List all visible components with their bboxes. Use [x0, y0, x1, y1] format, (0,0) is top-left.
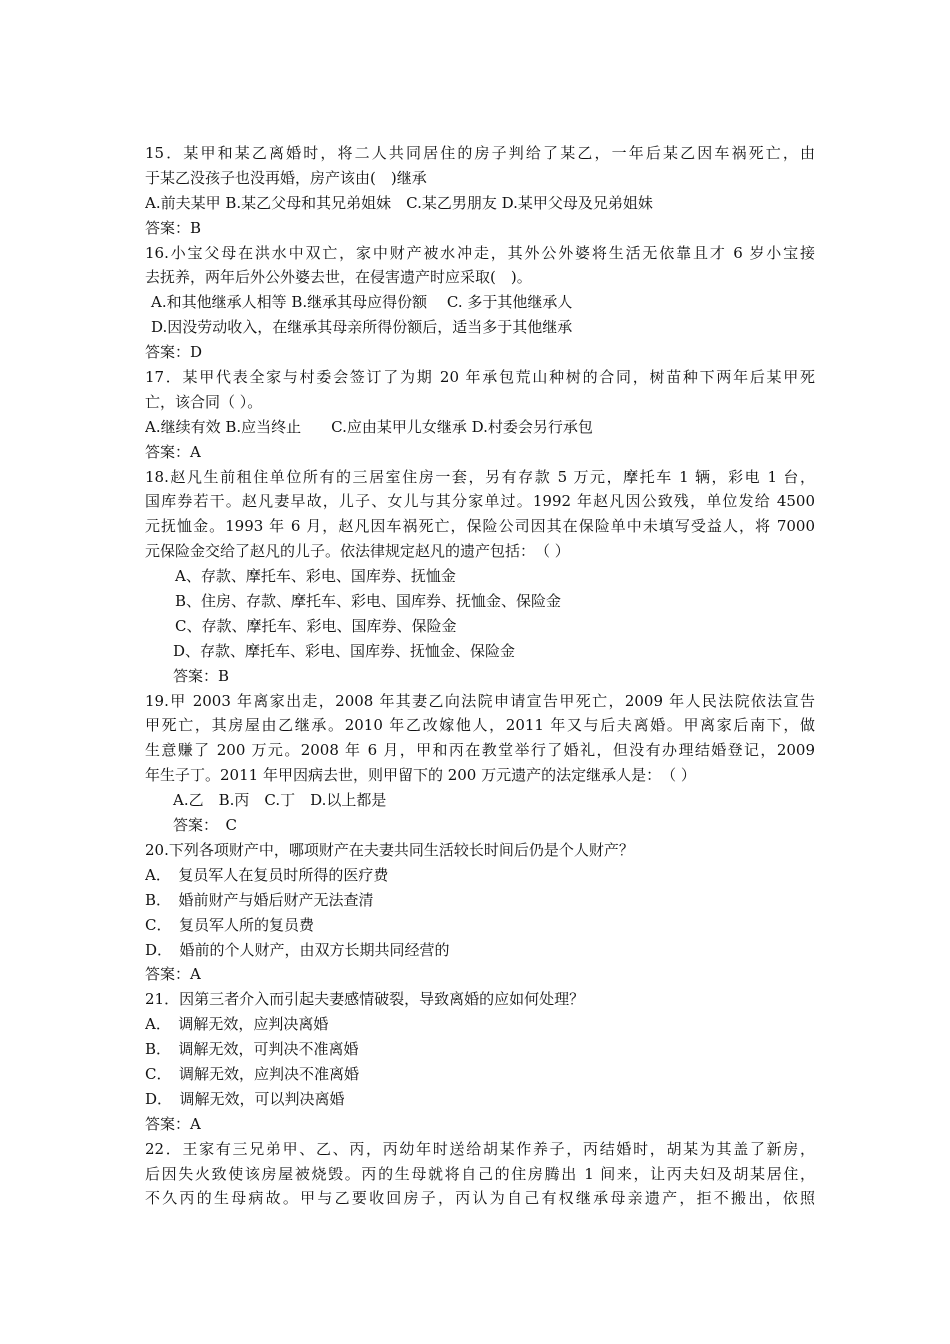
question-22-text-line-3: 不久丙的生母病故。甲与乙要收回房子，丙认为自己有权继承母亲遗产，拒不搬出，依照: [145, 1189, 815, 1208]
question-19-text-line-3: 生意赚了 200 万元。2008 年 6 月，甲和丙在教堂举行了婚礼，但没有办理结婚登记，2009: [145, 741, 815, 760]
question-18-answer: 答案：B: [173, 666, 230, 685]
question-17-answer: 答案：A: [145, 442, 201, 461]
question-20-answer: 答案：A: [145, 965, 201, 984]
question-18-text-line-1: 18.赵凡生前租住单位所有的三居室住房一套，另有存款 5 万元，摩托车 1 辆，彩电 1 台，: [145, 467, 815, 486]
question-19-text-line-4: 年生子丁。2011 年甲因病去世，则甲留下的 200 万元遗产的法定继承人是： （ ）: [145, 766, 696, 785]
document-body: [145, 141, 815, 1211]
question-18-option-d: D、存款、摩托车、彩电、国库券、抚恤金、保险金: [173, 641, 516, 660]
question-16-answer: 答案：D: [145, 343, 203, 362]
question-17-text-line-1: 17．某甲代表全家与村委会签订了为期 20 年承包荒山种树的合同，树苗种下两年后某甲死: [145, 368, 815, 387]
question-21-option-d: D． 调解无效，可以判决离婚: [145, 1089, 345, 1108]
question-16-options-line-1: A.和其他继承人相等 B.继承其母应得份额 C. 多于其他继承人: [151, 293, 573, 312]
question-20-text: 20.下列各项财产中，哪项财产在夫妻共同生活较长时间后仍是个人财产？: [145, 840, 634, 859]
question-16-text-line-1: 16.小宝父母在洪水中双亡，家中财产被水冲走，其外公外婆将生活无依靠且才 6 岁小宝接: [145, 243, 815, 262]
question-17-options: A.继续有效 B.应当终止 C.应由某甲儿女继承 D.村委会另行承包: [145, 417, 593, 436]
question-18-text-line-2: 国库券若干。赵凡妻早故，儿子、女儿与其分家单过。1992 年赵凡因公致残，单位发给 4500: [145, 492, 815, 511]
question-15-text-line-2: 于某乙没孩子也没再婚，房产该由( )继承: [145, 168, 427, 187]
question-19-answer: 答案： C: [173, 816, 237, 835]
question-18-option-c: C、存款、摩托车、彩电、国库券、保险金: [175, 616, 457, 635]
question-22-text-line-1: 22．王家有三兄弟甲、乙、丙，丙幼年时送给胡某作养子，丙结婚时，胡某为其盖了新房，: [145, 1139, 815, 1158]
question-19-text-line-1: 19.甲 2003 年离家出走，2008 年其妻乙向法院申请宣告甲死亡，2009 年人民法院依法宣告: [145, 691, 815, 710]
question-16-options-line-2: D.因没劳动收入，在继承其母亲所得份额后，适当多于其他继承: [151, 318, 573, 337]
question-19-options: A.乙 B.丙 C.丁 D.以上都是: [173, 791, 387, 810]
question-21-option-c: C． 调解无效，应判决不准离婚: [145, 1064, 359, 1083]
question-16-text-line-2: 去抚养，两年后外公外婆去世，在侵害遗产时应采取( )。: [145, 268, 532, 287]
question-21-text: 21．因第三者介入而引起夫妻感情破裂，导致离婚的应如何处理？: [145, 990, 585, 1009]
question-18-text-line-4: 元保险金交给了赵凡的儿子。依法律规定赵凡的遗产包括： （ ）: [145, 542, 570, 561]
question-19-text-line-2: 甲死亡，其房屋由乙继承。2010 年乙改嫁他人，2011 年又与后夫离婚。甲离家后南下，做: [145, 716, 815, 735]
question-20-option-c: C． 复员军人所的复员费: [145, 915, 314, 934]
question-21-option-b: B． 调解无效，可判决不准离婚: [145, 1040, 359, 1059]
question-18-option-a: A、存款、摩托车、彩电、国库券、抚恤金: [175, 567, 456, 586]
question-15-answer: 答案：B: [145, 218, 202, 237]
question-20-option-a: A． 复员军人在复员时所得的医疗费: [145, 865, 389, 884]
question-20-option-d: D． 婚前的个人财产，由双方长期共同经营的: [145, 940, 450, 959]
question-22-text-line-2: 后因失火致使该房屋被烧毁。丙的生母就将自己的住房腾出 1 间来，让丙夫妇及胡某居住，: [145, 1164, 815, 1183]
question-20-option-b: B． 婚前财产与婚后财产无法查清: [145, 890, 374, 909]
question-15-options: A.前夫某甲 B.某乙父母和其兄弟姐妹 C.某乙男朋友 D.某甲父母及兄弟姐妹: [145, 193, 653, 212]
question-21-option-a: A． 调解无效，应判决离婚: [145, 1015, 329, 1034]
question-17-text-line-2: 亡，该合同（ ）。: [145, 392, 263, 411]
question-18-text-line-3: 元抚恤金。1993 年 6 月，赵凡因车祸死亡，保险公司因其在保险单中未填写受益人，将 7000: [145, 517, 815, 536]
question-21-answer: 答案：A: [145, 1114, 201, 1133]
question-18-option-b: B、住房、存款、摩托车、彩电、国库券、抚恤金、保险金: [175, 592, 562, 611]
question-15-text-line-1: 15．某甲和某乙离婚时，将二人共同居住的房子判给了某乙，一年后某乙因车祸死亡，由: [145, 144, 815, 162]
